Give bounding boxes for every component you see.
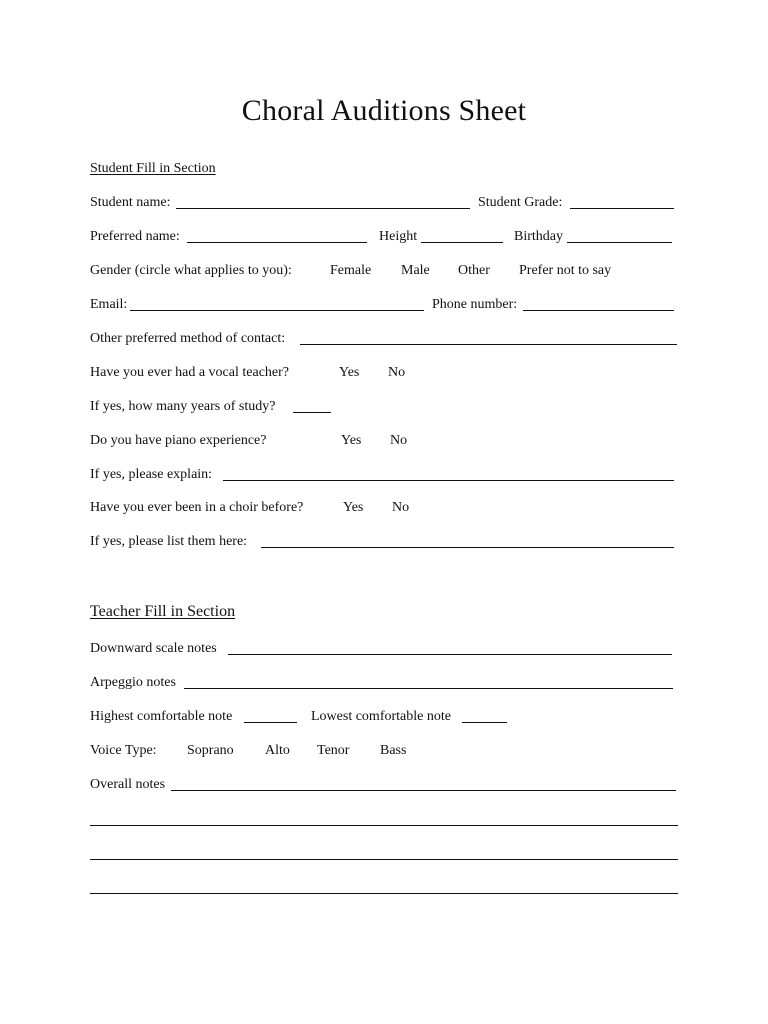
- phone-field[interactable]: [523, 310, 674, 311]
- teacher-section-heading-row: [90, 602, 680, 622]
- student-grade-field[interactable]: [570, 208, 674, 209]
- vocal-teacher-no[interactable]: No: [388, 365, 406, 380]
- list-choirs-label: If yes, please list them here:: [90, 534, 248, 549]
- voice-type-alto[interactable]: Alto: [265, 743, 290, 758]
- overall-notes-field-3[interactable]: [90, 859, 678, 860]
- gender-label: Gender (circle what applies to you):: [90, 263, 292, 278]
- piano-label: Do you have piano experience?: [90, 433, 267, 448]
- overall-notes-field[interactable]: [171, 790, 676, 791]
- preferred-name-label: Preferred name:: [90, 229, 180, 244]
- other-contact-row: [90, 329, 680, 349]
- choir-row: [90, 498, 680, 518]
- gender-option-other[interactable]: Other: [458, 263, 490, 278]
- arpeggio-row: [90, 673, 680, 693]
- piano-yes[interactable]: Yes: [341, 433, 362, 448]
- email-field[interactable]: [130, 310, 424, 311]
- explain-label: If yes, please explain:: [90, 467, 213, 482]
- vocal-teacher-row: [90, 363, 680, 383]
- choir-yes[interactable]: Yes: [343, 500, 364, 515]
- vocal-teacher-label: Have you ever had a vocal teacher?: [90, 365, 289, 380]
- years-of-study-label: If yes, how many years of study?: [90, 399, 276, 414]
- choir-no[interactable]: No: [392, 500, 410, 515]
- overall-notes-field-2[interactable]: [90, 825, 678, 826]
- voice-type-bass[interactable]: Bass: [380, 743, 407, 758]
- overall-notes-line-4: [90, 878, 680, 898]
- birthday-label: Birthday: [514, 229, 563, 244]
- voice-type-row: [90, 741, 680, 761]
- highest-note-label: Highest comfortable note: [90, 709, 233, 724]
- gender-row: [90, 261, 680, 281]
- preferred-name-field[interactable]: [187, 242, 367, 243]
- comfortable-notes-row: [90, 707, 680, 727]
- explain-row: [90, 465, 680, 485]
- downward-scale-label: Downward scale notes: [90, 641, 217, 656]
- student-section-heading: Student Fill in Section: [90, 161, 216, 176]
- downward-scale-field[interactable]: [228, 654, 672, 655]
- lowest-note-label: Lowest comfortable note: [311, 709, 451, 724]
- choir-label: Have you ever been in a choir before?: [90, 500, 304, 515]
- piano-row: [90, 431, 680, 451]
- years-of-study-row: [90, 397, 680, 417]
- years-of-study-field[interactable]: [293, 412, 331, 413]
- gender-option-prefer-not[interactable]: Prefer not to say: [519, 263, 612, 278]
- other-contact-label: Other preferred method of contact:: [90, 331, 286, 346]
- overall-notes-line-3: [90, 844, 680, 864]
- gender-option-female[interactable]: Female: [330, 263, 372, 278]
- student-grade-label: Student Grade:: [478, 195, 563, 210]
- overall-notes-line-2: [90, 810, 680, 830]
- birthday-field[interactable]: [567, 242, 672, 243]
- email-label: Email:: [90, 297, 128, 312]
- email-row: [90, 295, 680, 315]
- voice-type-soprano[interactable]: Soprano: [187, 743, 234, 758]
- voice-type-label: Voice Type:: [90, 743, 157, 758]
- downward-scale-row: [90, 639, 680, 659]
- arpeggio-field[interactable]: [184, 688, 673, 689]
- student-name-row: [90, 193, 680, 213]
- phone-label: Phone number:: [432, 297, 518, 312]
- arpeggio-label: Arpeggio notes: [90, 675, 176, 690]
- overall-notes-field-4[interactable]: [90, 893, 678, 894]
- page-title: Choral Auditions Sheet: [241, 94, 527, 127]
- overall-notes-label: Overall notes: [90, 777, 166, 792]
- voice-type-tenor[interactable]: Tenor: [317, 743, 350, 758]
- gender-option-male[interactable]: Male: [401, 263, 430, 278]
- overall-notes-row: [90, 775, 680, 795]
- piano-no[interactable]: No: [390, 433, 408, 448]
- student-name-field[interactable]: [176, 208, 470, 209]
- list-choirs-row: [90, 532, 680, 552]
- teacher-section-heading: Teacher Fill in Section: [90, 603, 236, 620]
- other-contact-field[interactable]: [300, 344, 677, 345]
- preferred-name-row: [90, 227, 680, 247]
- list-choirs-field[interactable]: [261, 547, 674, 548]
- height-label: Height: [379, 229, 418, 244]
- highest-note-field[interactable]: [244, 722, 297, 723]
- lowest-note-field[interactable]: [462, 722, 507, 723]
- vocal-teacher-yes[interactable]: Yes: [339, 365, 360, 380]
- height-field[interactable]: [421, 242, 503, 243]
- student-name-label: Student name:: [90, 195, 171, 210]
- explain-field[interactable]: [223, 480, 674, 481]
